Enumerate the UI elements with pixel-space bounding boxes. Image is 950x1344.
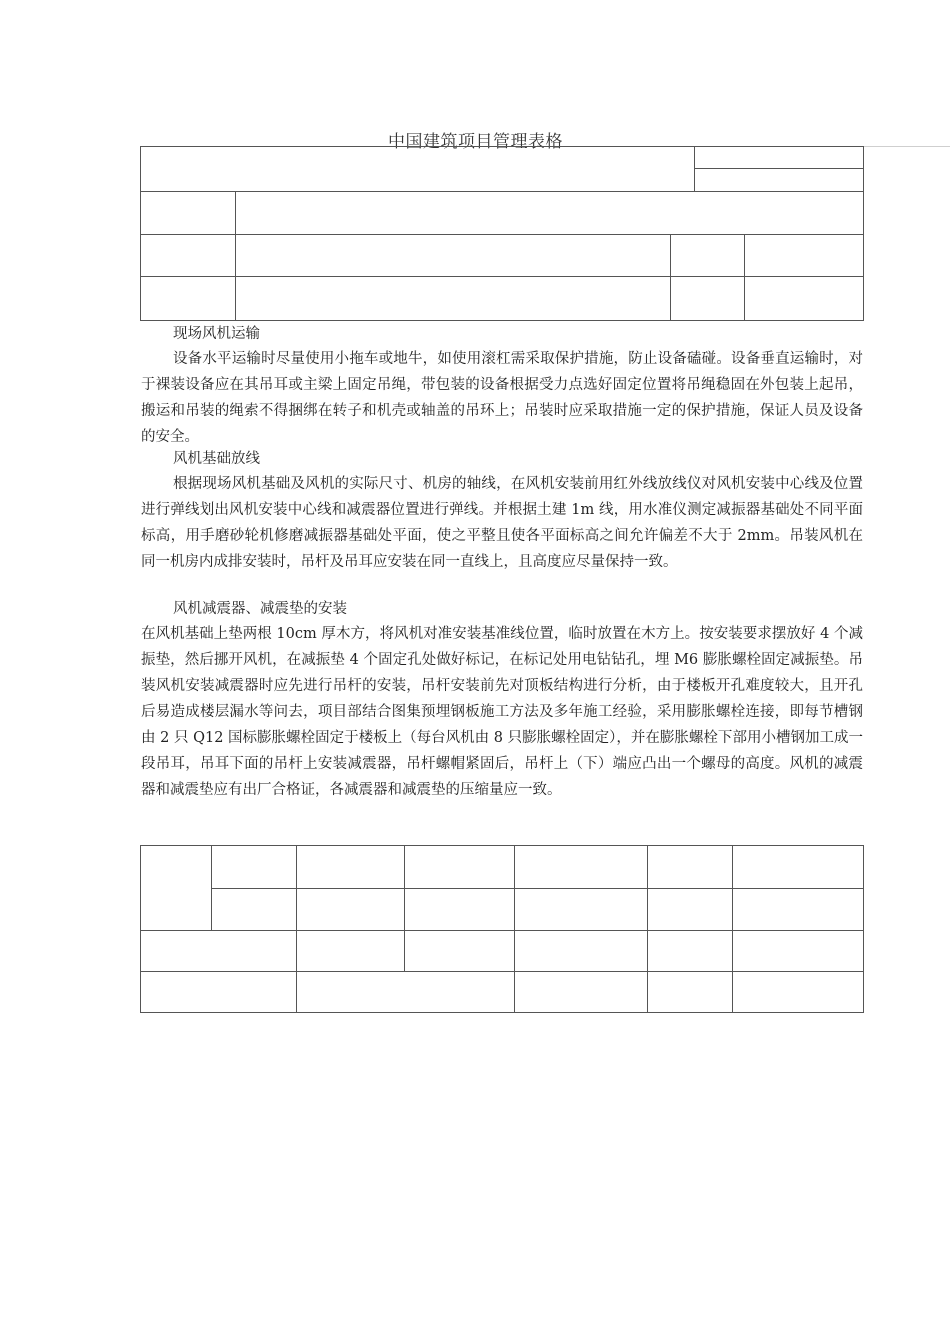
header-table-col-divider <box>235 191 236 321</box>
footer-table-col-divider <box>514 845 515 1013</box>
section-body: 设备水平运输时尽量使用小拖车或地牛，如使用滚杠需采取保护措施，防止设备磕碰。设备垂直运输时，对于裸装设备应在其吊耳或主梁上固定吊绳，带包装的设备根据受力点选好固定位置将吊绳稳固在外包装上起吊，搬运和吊装的绳索不得捆绑在转子和机壳或轴盖的吊环上；吊装时应采取措施一定的保护措施，保证人员及设备的安全。 <box>141 351 863 445</box>
header-table-col-divider <box>744 234 745 321</box>
page-title: 中国建筑项目管理表格 <box>388 132 563 152</box>
footer-table-col-divider <box>732 845 733 1013</box>
footer-table-border <box>140 845 864 1013</box>
header-table-row-divider <box>140 234 864 235</box>
section-body: 根据现场风机基础及风机的实际尺寸、机房的轴线，在风机安装前用红外线放线仪对风机安装中心线及位置进行弹线划出风机安装中心线和减震器位置进行弹线。并根据土建 1m 线，用水准仪测定减振器基础处不同平面标高，用手磨砂轮机修磨减振器基础处平面，使之平整且使各平面标高之间允许偏差不大于 2mm。吊装风机在同一机房内成排安装时，吊杆及吊耳应安装在同一直线上，且高度应尽量保持一致。 <box>141 476 863 570</box>
header-table-row-divider <box>140 191 864 192</box>
footer-table-row-divider <box>140 930 864 931</box>
section-heading: 现场风机运输 <box>173 326 260 342</box>
header-table-col-divider <box>670 234 671 321</box>
footer-table-col-divider <box>404 845 405 971</box>
footer-table-col-divider <box>296 845 297 1013</box>
header-table-cell-divider <box>694 168 864 169</box>
header-stub-line <box>864 146 950 147</box>
footer-table-col-divider <box>211 845 212 930</box>
section-heading: 风机减震器、减震垫的安装 <box>173 601 347 617</box>
section-body: 在风机基础上垫两根 10cm 厚木方，将风机对准安装基准线位置，临时放置在木方上。按安装要求摆放好 4 个减振垫，然后挪开风机，在减振垫 4 个固定孔处做好标记，在标记处用电钻钻孔，埋 M6 膨胀螺栓固定减振垫。吊装风机安装减震器时应先进行吊杆的安装，吊杆安装前先对顶板结构进行分析，由于楼板开孔难度较大，且开孔后易造成楼层漏水等问去，项目部结合图集预埋钢板施工方法及多年施工经验，采用膨胀螺栓连接，即每节槽钢由 2 只 Q12 国标膨胀螺栓固定于楼板上（每台风机由 8 只膨胀螺栓固定），并在膨胀螺栓下部用小槽钢加工成一段吊耳，吊耳下面的吊杆上安装减震器，吊杆螺帽紧固后，吊杆上（下）端应凸出一个螺母的高度。风机的减震器和减震垫应有出厂合格证，各减震器和减震垫的压缩量应一致。 <box>141 626 863 798</box>
footer-table-row-divider <box>211 888 864 889</box>
footer-table-col-divider <box>647 845 648 1013</box>
header-table-row-divider <box>140 276 864 277</box>
section-heading: 风机基础放线 <box>173 451 260 467</box>
footer-table-row-divider <box>140 971 864 972</box>
